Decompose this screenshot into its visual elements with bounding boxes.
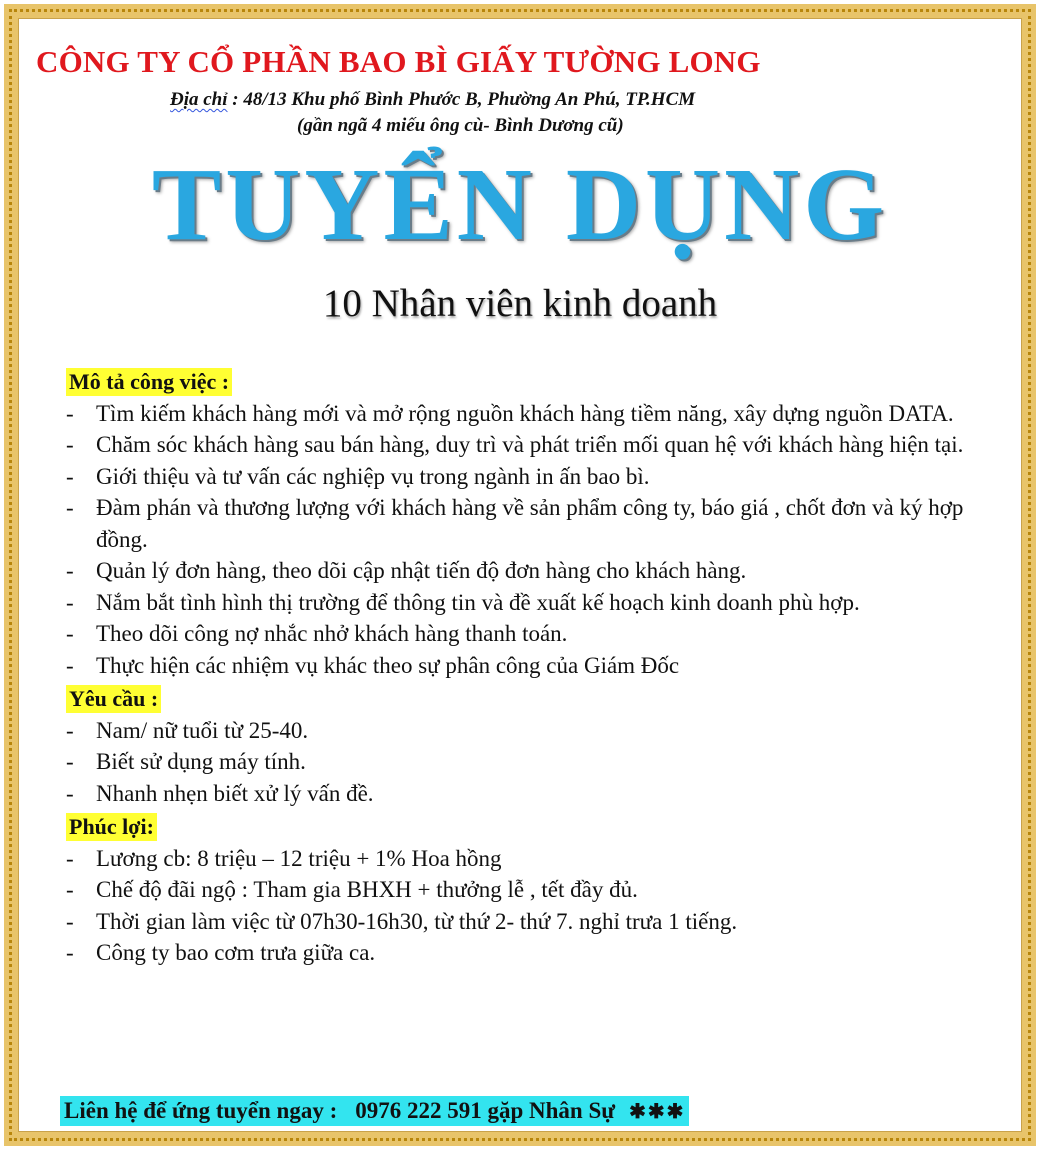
list-item: - Quản lý đơn hàng, theo dõi cập nhật tiến độ đơn hàng cho khách hàng.: [66, 558, 747, 583]
page-title: TUYỂN DỤNG: [151, 147, 889, 262]
list-item: - Thời gian làm việc từ 07h30-16h30, từ thứ 2- thứ 7. nghỉ trưa 1 tiếng.: [66, 908, 738, 934]
list-item: - Thực hiện các nhiệm vụ khác theo sự phân công của Giám Đốc: [66, 652, 680, 678]
list-item: - Lương cb: 8 triệu – 12 triệu + 1% Hoa hồng: [66, 845, 502, 871]
list-item: - Nhanh nhẹn biết xử lý vấn đề.: [66, 780, 374, 806]
star-icons: ✱✱✱: [629, 1101, 686, 1123]
requirements-heading: Yêu cầu :: [66, 685, 161, 713]
requirements-list: [66, 715, 976, 810]
benefits-list: [66, 843, 976, 969]
position-subtitle: 10 Nhân viên kinh doanh: [322, 282, 718, 325]
list-item: - Tìm kiếm khách hàng mới và mở rộng nguồn khách hàng tiềm năng, xây dựng nguồn DATA.: [66, 400, 954, 426]
poster-body: [66, 366, 976, 969]
address-value: : 48/13 Khu phố Bình Phước B, Phường An Phú, TP.HCM: [227, 89, 696, 110]
list-item: - Chế độ đãi ngộ : Tham gia BHXH + thưởng lễ , tết đầy đủ.: [66, 877, 638, 902]
list-item: - Đàm phán và thương lượng với khách hàng về sản phẩm công ty, báo giá , chốt đơn và ký hợp đồng.: [66, 495, 964, 552]
list-item: - Chăm sóc khách hàng sau bán hàng, duy trì và phát triển mối quan hệ với khách hàng hiện tại.: [66, 432, 964, 457]
list-item: - Giới thiệu và tư vấn các nghiệp vụ trong ngành in ấn bao bì.: [66, 463, 650, 489]
contact-phone: 0976 222 591 gặp Nhân Sự: [355, 1098, 616, 1123]
job-description-list: [66, 398, 976, 682]
list-item: - Biết sử dụng máy tính.: [66, 749, 306, 774]
requirements-section: [66, 683, 976, 809]
benefits-heading: Phúc lợi:: [66, 813, 157, 841]
contact-banner: [60, 1096, 689, 1126]
company-address: [170, 89, 695, 111]
list-item: - Công ty bao cơm trưa giữa ca.: [66, 940, 376, 965]
contact-label: Liên hệ để ứng tuyển ngay :: [64, 1098, 338, 1123]
job-description-section: [66, 366, 976, 681]
list-item: - Theo dõi công nợ nhắc nhở khách hàng thanh toán.: [66, 621, 568, 646]
address-note: (gần ngã 4 miếu ông cù- Bình Dương cũ): [297, 115, 624, 136]
benefits-section: [66, 811, 976, 969]
list-item: - Nắm bắt tình hình thị trường để thông tin và đề xuất kế hoạch kinh doanh phù hợp.: [66, 589, 860, 615]
company-name: CÔNG TY CỔ PHẦN BAO BÌ GIẤY TƯỜNG LONG: [36, 44, 761, 79]
job-description-heading: Mô tả công việc :: [66, 368, 232, 396]
address-label: Địa chỉ: [170, 89, 228, 110]
list-item: - Nam/ nữ tuổi từ 25-40.: [66, 717, 309, 743]
